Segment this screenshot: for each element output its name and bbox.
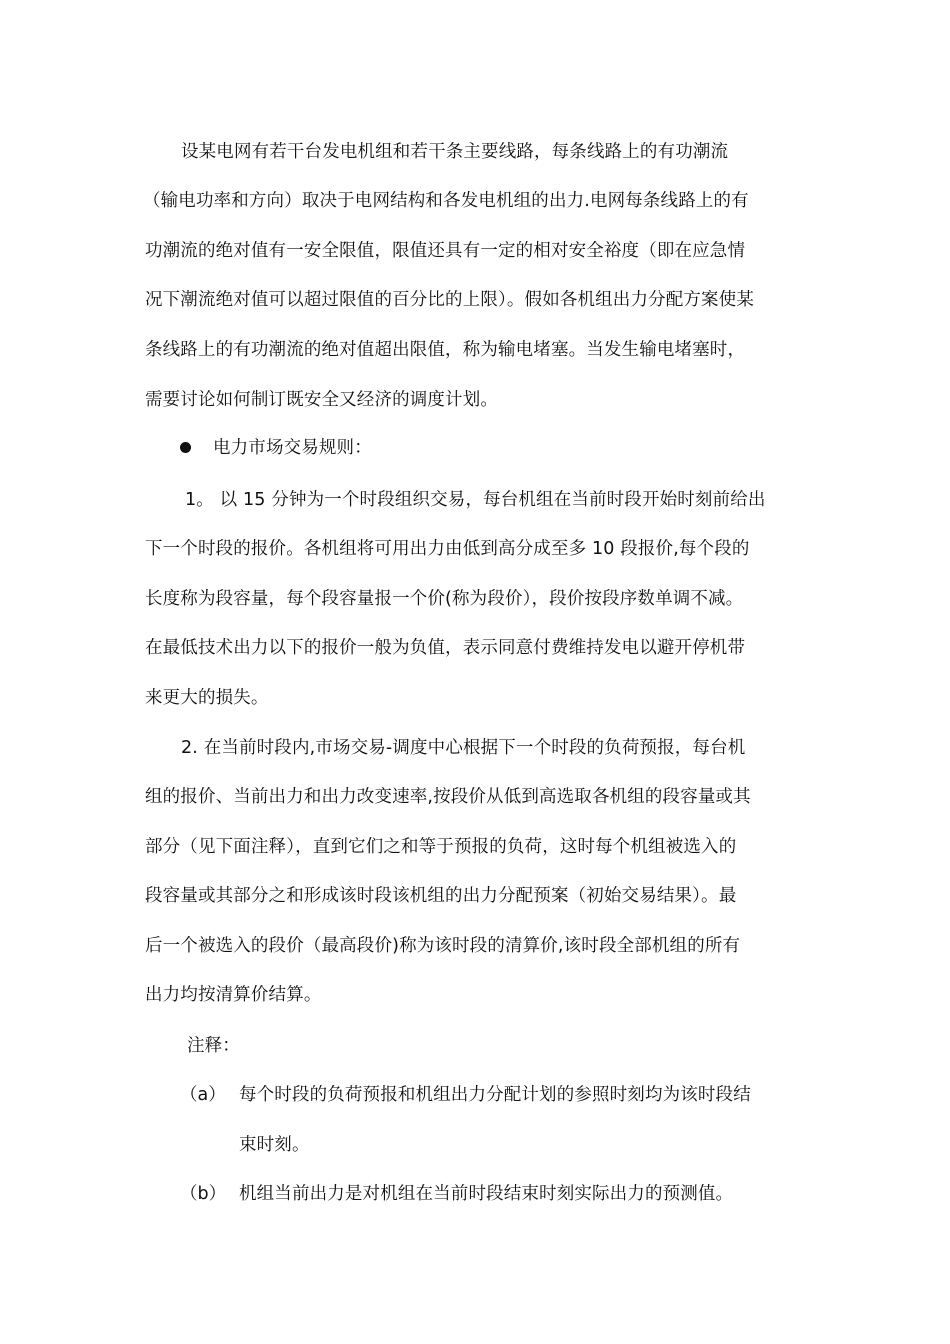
rules-heading: 电力市场交易规则： xyxy=(213,438,372,458)
rule2-line: 组的报价、当前出力和出力改变速率,按段价从低到高选取各机组的段容量或其 xyxy=(145,787,751,807)
rule2-line: 出力均按清算价结算。 xyxy=(145,985,322,1005)
rule2-line: 段容量或其部分之和形成该时段该机组的出力分配预案（初始交易结果）。最 xyxy=(145,886,737,906)
rule1-line: 长度称为段容量，每个段容量报一个价(称为段价），段价按段序数单调不减。 xyxy=(145,589,744,609)
note-a-line: 每个时段的负荷预报和机组出力分配计划的参照时刻均为该时段结 xyxy=(239,1085,751,1105)
note-a-marker: （a） xyxy=(180,1085,226,1105)
rule1-line: 下一个时段的报价。各机组将可用出力由低到高分成至多 10 段报价,每个段的 xyxy=(145,539,750,559)
rule2-line: 部分（见下面注释），直到它们之和等于预报的负荷，这时每个机组被选入的 xyxy=(145,837,737,857)
bullet-icon xyxy=(180,442,191,453)
intro-line: 功潮流的绝对值有一安全限值，限值还具有一定的相对安全裕度（即在应急情 xyxy=(145,241,746,261)
rule1-line: 来更大的损失。 xyxy=(145,688,269,708)
intro-line: 需要讨论如何制订既安全又经济的调度计划。 xyxy=(145,390,498,410)
rule2-line: 2. 在当前时段内,市场交易-调度中心根据下一个时段的负荷预报，每台机 xyxy=(181,738,746,758)
intro-line: （输电功率和方向）取决于电网结构和各发电机组的出力.电网每条线路上的有 xyxy=(143,191,749,211)
rule1-line: 在最低技术出力以下的报价一般为负值，表示同意付费维持发电以避开停机带 xyxy=(145,638,746,658)
intro-line: 设某电网有若干台发电机组和若干条主要线路，每条线路上的有功潮流 xyxy=(181,142,729,162)
rule1-line: 1。 以 15 分钟为一个时段组织交易，每台机组在当前时段开始时刻前给出 xyxy=(185,490,766,510)
rule2-line: 后一个被选入的段价（最高段价)称为该时段的清算价,该时段全部机组的所有 xyxy=(145,936,741,956)
notes-heading: 注释： xyxy=(187,1036,240,1056)
note-a-line: 束时刻。 xyxy=(239,1135,310,1155)
note-b-marker: （b） xyxy=(180,1184,227,1204)
intro-line: 况下潮流绝对值可以超过限值的百分比的上限）。假如各机组出力分配方案使某 xyxy=(145,290,754,310)
intro-line: 条线路上的有功潮流的绝对值超出限值，称为输电堵塞。当发生输电堵塞时， xyxy=(145,340,746,360)
note-b-line: 机组当前出力是对机组在当前时段结束时刻实际出力的预测值。 xyxy=(239,1184,734,1204)
